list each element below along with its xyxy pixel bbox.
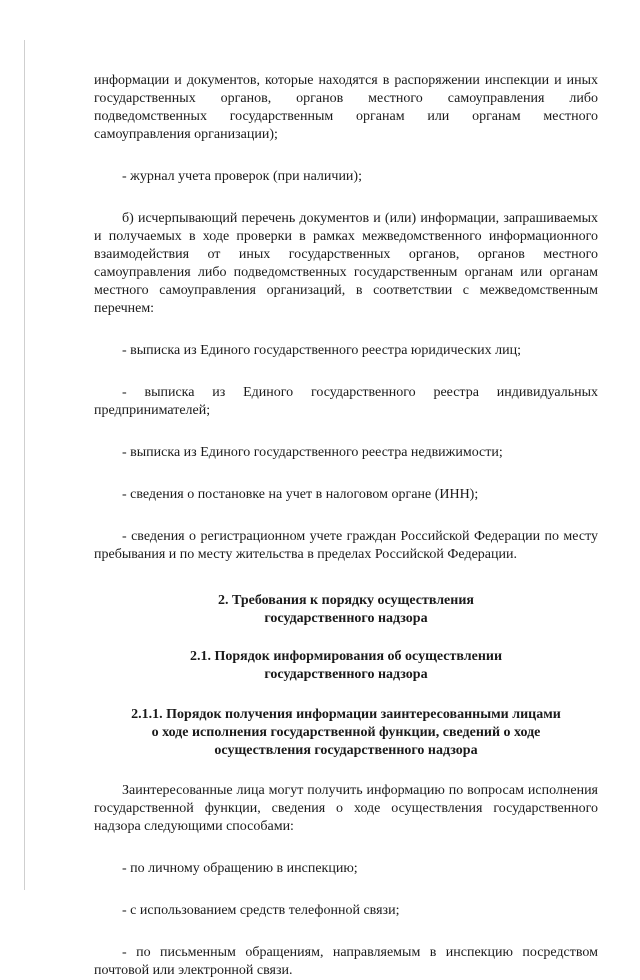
document-body — [94, 72, 598, 980]
list-item-legal-entities-registry: - выписка из Единого государственного реестра юридических лиц; — [122, 343, 521, 358]
section-heading-2-line-1: 2. Требования к порядку осуществления — [218, 593, 474, 608]
section-heading-2-1-1 — [94, 706, 598, 760]
section-heading-2-1-1-line-3: осуществления государственного надзора — [214, 743, 478, 758]
list-item-inspection-log: - журнал учета проверок (при наличии); — [122, 169, 362, 184]
paragraph-document-list: б) исчерпывающий перечень документов и (или) информации, запрашиваемых и получаемых в ходе проверки в рамках межведомственного информационного взаимодействия от иных государственных органов, органов местного самоуправления либо подведомственных государственным органам или органам местного самоуправления организаций, в соответствии с межведомственным перечнем: — [94, 211, 598, 316]
section-heading-2-1-line-2: государственного надзора — [264, 667, 428, 682]
list-item-written-requests: - по письменным обращениям, направляемым в инспекцию посредством почтовой или электронной связи. — [94, 945, 598, 978]
paragraph-continuation: информации и документов, которые находятся в распоряжении инспекции и иных государственных органов, органов местного самоуправления либо подведомственных государственным органам или органам местного самоуправления организации); — [94, 73, 598, 142]
section-heading-2-1-1-line-2: о ходе исполнения государственной функции, сведений о ходе — [151, 725, 541, 740]
page-margin-line — [24, 40, 25, 890]
section-heading-2-1-line-1: 2.1. Порядок информирования об осуществлении — [189, 649, 503, 664]
list-item-telephone: - с использованием средств телефонной связи; — [122, 903, 400, 918]
list-item-real-estate-registry: - выписка из Единого государственного реестра недвижимости; — [122, 445, 503, 460]
list-item-tax-registration: - сведения о постановке на учет в налоговом органе (ИНН); — [122, 487, 479, 502]
list-item-entrepreneurs-registry: - выписка из Единого государственного реестра индивидуальных предпринимателей; — [94, 385, 598, 418]
section-heading-2-1-1-line-1: 2.1.1. Порядок получения информации заинтересованными лицами — [131, 707, 561, 722]
list-item-personal-visit: - по личному обращению в инспекцию; — [122, 861, 358, 876]
section-heading-2-line-2: государственного надзора — [264, 611, 428, 626]
section-heading-2 — [94, 592, 598, 628]
list-item-citizen-registration: - сведения о регистрационном учете граждан Российской Федерации по месту пребывания и по месту жительства в пределах Российской Федерации. — [94, 529, 598, 562]
section-heading-2-1 — [94, 648, 598, 684]
paragraph-information-methods: Заинтересованные лица могут получить информацию по вопросам исполнения государственной функции, сведения о ходе осуществления государственного надзора следующими способами: — [94, 783, 598, 834]
